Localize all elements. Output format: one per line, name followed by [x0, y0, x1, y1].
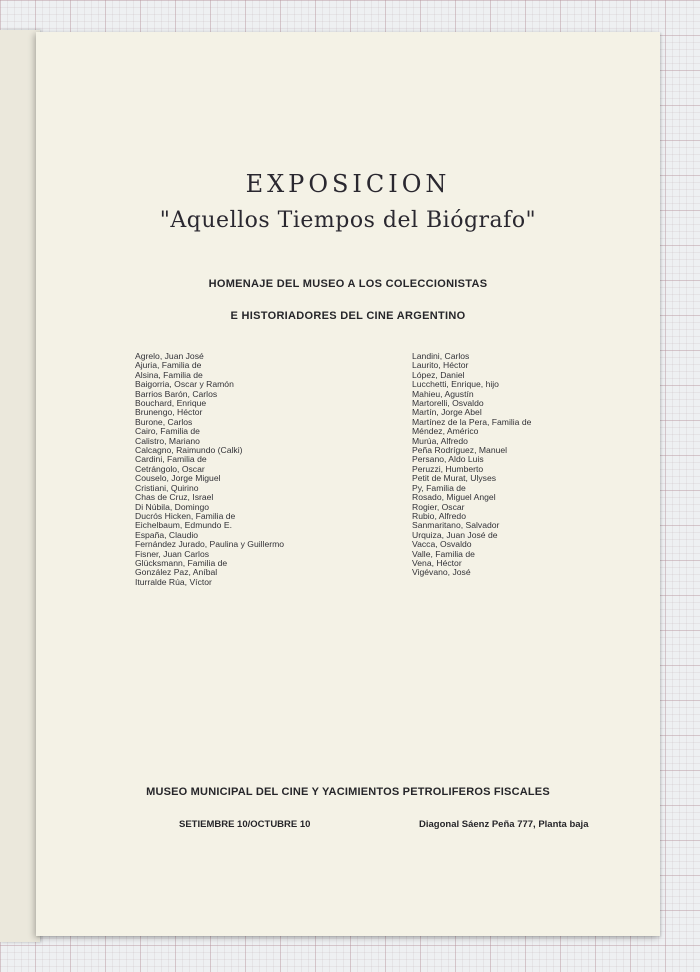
document-title: EXPOSICION [245, 170, 451, 198]
collector-name: España, Claudio [135, 529, 199, 540]
collector-name: Brunengo, Héctor [135, 407, 203, 418]
collector-name: Peña Rodríguez, Manuel [412, 445, 508, 456]
heading-line-1: HOMENAJE DEL MUSEO A LOS COLECCIONISTAS [208, 278, 488, 290]
collector-name: Cairo, Familia de [135, 426, 200, 437]
collector-name: Eichelbaum, Edmundo E. [135, 520, 232, 531]
names-list-left [135, 352, 284, 587]
exhibition-address: Diagonal Sáenz Peña 777, Planta baja [419, 819, 589, 830]
collector-name: Rogier, Oscar [412, 501, 465, 512]
collector-name: Ducrós Hicken, Familia de [135, 510, 236, 521]
collector-name: Valle, Familia de [412, 548, 475, 559]
collector-name: Mahieu, Agustín [412, 388, 474, 399]
collector-name: Calcagno, Raimundo (Calki) [135, 445, 243, 456]
collector-name: Barrios Barón, Carlos [135, 388, 218, 399]
collector-name: Landini, Carlos [412, 351, 470, 361]
collector-name: Cardini, Familia de [135, 454, 207, 465]
heading-line-2: E HISTORIADORES DEL CINE ARGENTINO [230, 310, 466, 322]
collector-name: Urquiza, Juan José de [412, 529, 498, 540]
collector-name: Rosado, Miguel Angel [412, 492, 496, 503]
collector-name: Agrelo, Juan José [135, 351, 204, 361]
collector-name: Petit de Murat, Ulyses [412, 473, 497, 484]
collector-name: Persano, Aldo Luis [412, 454, 484, 465]
collector-name: Laurito, Héctor [412, 360, 469, 371]
collector-name: Alsina, Familia de [135, 369, 203, 380]
collector-name: Fernández Jurado, Paulina y Guillermo [135, 539, 285, 550]
names-list-right [412, 352, 531, 578]
collector-name: Cetrángolo, Oscar [135, 463, 205, 474]
footer-title: MUSEO MUNICIPAL DEL CINE Y YACIMIENTOS PETROLIFEROS FISCALES [146, 786, 550, 798]
collector-name: Vena, Héctor [412, 557, 462, 568]
collector-name: Martín, Jorge Abel [412, 407, 482, 418]
collector-name: López, Daniel [412, 369, 465, 380]
collector-name: González Paz, Aníbal [135, 567, 218, 578]
collector-name: Baigorria, Oscar y Ramón [135, 379, 234, 390]
collector-name: Vacca, Osvaldo [412, 539, 472, 550]
exhibition-dates: SETIEMBRE 10/OCTUBRE 10 [179, 819, 311, 830]
collector-name: Vigévano, José [412, 567, 471, 578]
collector-name: Burone, Carlos [135, 416, 193, 427]
collector-name: Rubio, Alfredo [412, 510, 466, 521]
collector-name: Cristiani, Quirino [135, 482, 199, 493]
underlying-sheet [0, 30, 40, 942]
collector-name: Di Núbila, Domingo [135, 501, 210, 512]
collector-name: Sanmaritano, Salvador [412, 520, 500, 531]
printed-page [36, 32, 660, 936]
collector-name: Fisner, Juan Carlos [135, 548, 210, 559]
collector-name: Murúa, Alfredo [412, 435, 468, 446]
collector-name: Bouchard, Enrique [135, 398, 207, 409]
collector-name: Iturralde Rúa, Víctor [135, 576, 212, 587]
collector-name: Chas de Cruz, Israel [135, 492, 214, 503]
collector-name: Martorelli, Osvaldo [412, 398, 484, 409]
collector-name: Peruzzi, Humberto [412, 463, 484, 474]
collector-name: Glücksmann, Familia de [135, 557, 228, 568]
document-subtitle: "Aquellos Tiempos del Biógrafo" [159, 208, 537, 233]
collector-name: Py, Familia de [412, 482, 466, 493]
collector-name: Ajuria, Familia de [135, 360, 202, 371]
collector-name: Méndez, Américo [412, 426, 479, 437]
collector-name: Couselo, Jorge Miguel [135, 473, 221, 484]
collector-name: Calistro, Mariano [135, 435, 200, 446]
collector-name: Martínez de la Pera, Familia de [412, 416, 532, 427]
collector-name: Lucchetti, Enrique, hijo [412, 379, 499, 390]
